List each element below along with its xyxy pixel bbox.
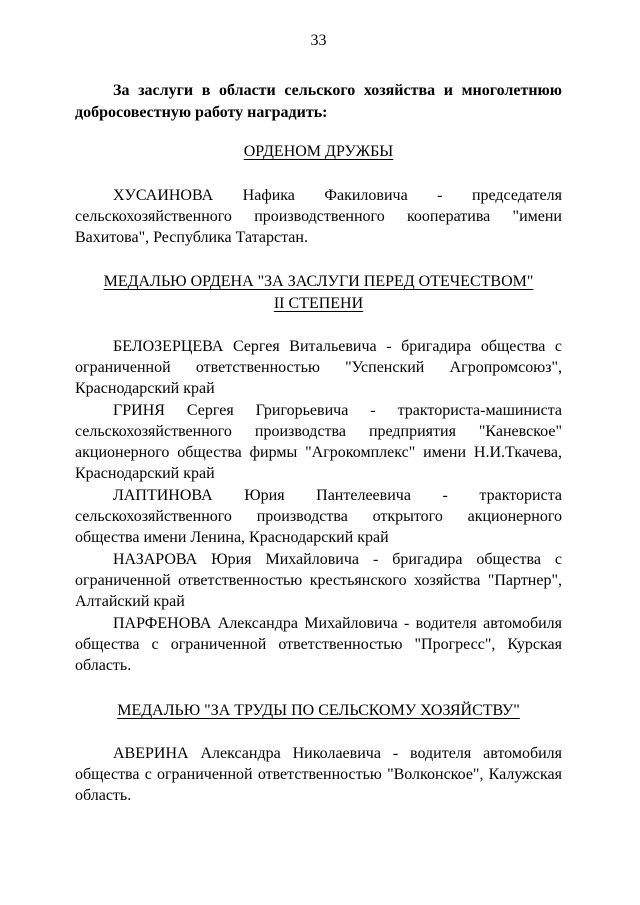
award-entry: НАЗАРОВА Юрия Михайловича - бригадира общества с ограниченной ответственностью крестьянского хозяйства "Партнер", Алтайский край [75, 551, 562, 610]
section-heading-medal-agriculture [75, 700, 562, 722]
award-entry: АВЕРИНА Александра Николаевича - водителя автомобиля общества с ограниченной ответственностью "Волконское", Калужская область. [75, 745, 562, 804]
award-entry: ЛАПТИНОВА Юрия Пантелеевича - тракториста сельскохозяйственного производства открытого акционерного общества имени Ленина, Краснодарский край [75, 487, 562, 546]
heading-line: II СТЕПЕНИ [273, 295, 364, 312]
intro-paragraph: За заслуги в области сельского хозяйства и многолетнюю добросовестную работу наградить: [75, 82, 562, 121]
heading-line: ОРДЕНОМ ДРУЖБЫ [243, 143, 394, 160]
page-number: 33 [310, 32, 327, 49]
award-entry: ГРИНЯ Сергея Григорьевича - тракториста-машиниста сельскохозяйственного производства предприятия "Каневское" акционерного общества фирмы "Агрокомплекс" имени Н.И.Ткачева, Краснодарский край [75, 402, 562, 482]
section-heading-order-of-friendship [75, 141, 562, 163]
award-entry: БЕЛОЗЕРЦЕВА Сергея Витальевича - бригадира общества с ограниченной ответственностью "Успенский Агропромсоюз", Краснодарский край [75, 338, 562, 397]
heading-line: МЕДАЛЬЮ ОРДЕНА "ЗА ЗАСЛУГИ ПЕРЕД ОТЕЧЕСТВОМ" [103, 273, 534, 290]
award-entry: ХУСАИНОВА Нафика Факиловича - председателя сельскохозяйственного производственного кооператива "имени Вахитова", Республика Татарстан. [75, 187, 562, 246]
section-heading-medal-of-order [75, 271, 562, 315]
heading-line: МЕДАЛЬЮ "ЗА ТРУДЫ ПО СЕЛЬСКОМУ ХОЗЯЙСТВУ" [117, 702, 520, 719]
award-entry: ПАРФЕНОВА Александра Михайловича - водителя автомобиля общества с ограниченной ответственностью "Прогресс", Курская область. [75, 615, 562, 674]
